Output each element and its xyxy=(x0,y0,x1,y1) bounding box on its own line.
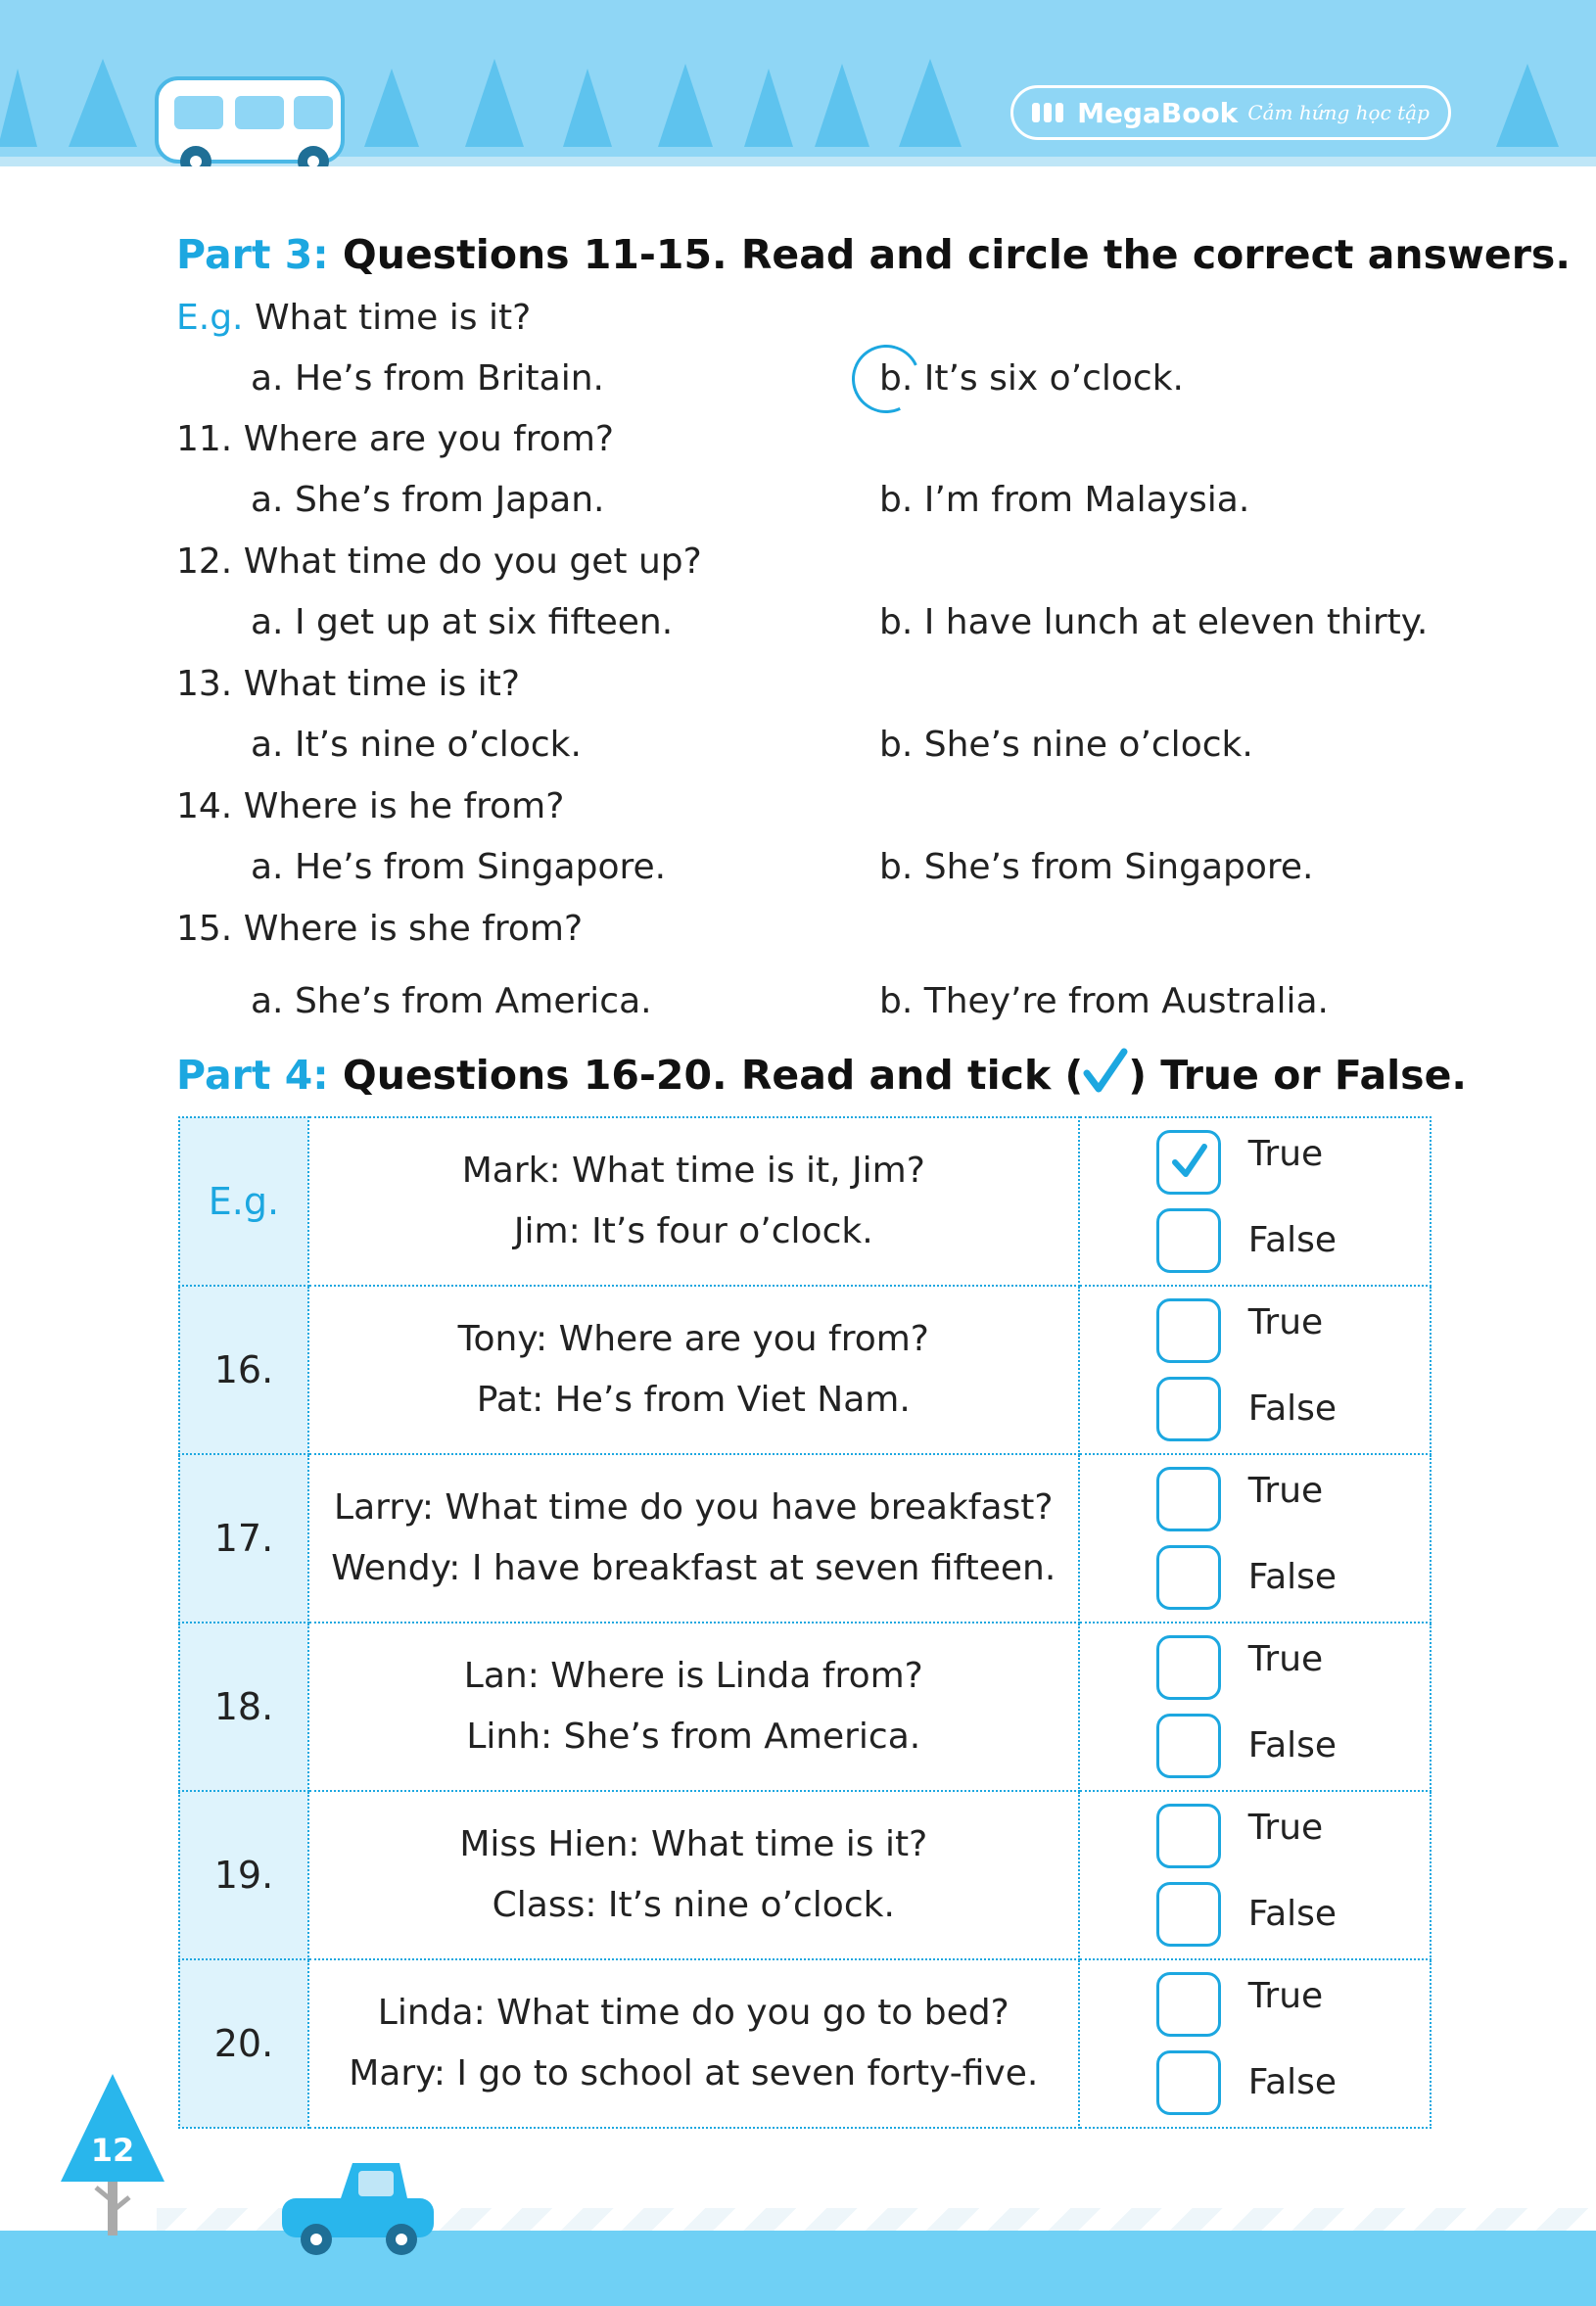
dialogue-cell xyxy=(308,1286,1079,1454)
question-row xyxy=(179,1623,1431,1791)
example-question xyxy=(176,298,531,338)
question-12: 12. What time do you get up? xyxy=(176,541,702,582)
part3-label: Part 3: xyxy=(176,231,329,278)
false-checkbox[interactable] xyxy=(1156,1208,1221,1273)
false-label: False xyxy=(1247,1557,1338,1597)
true-label: True xyxy=(1247,1134,1324,1174)
dialogue-cell xyxy=(308,1791,1079,1959)
header-illustration xyxy=(0,0,1596,166)
dialogue-cell xyxy=(308,1623,1079,1791)
question-row xyxy=(179,1286,1431,1454)
tree-icon xyxy=(563,69,612,147)
checkmark-icon xyxy=(1083,1048,1128,1105)
dialogue-line-2: Wendy: I have breakfast at seven fifteen. xyxy=(331,1548,1056,1588)
options-cell xyxy=(1079,1959,1431,2128)
question-11: 11. Where are you from? xyxy=(176,419,614,459)
brand-badge xyxy=(1010,85,1451,140)
options-cell xyxy=(1079,1286,1431,1454)
question-15-option-a[interactable]: a. She’s from America. xyxy=(251,981,652,1021)
true-checkbox[interactable] xyxy=(1156,1467,1221,1531)
part3-instruction: Questions 11-15. Read and circle the correct answers. xyxy=(342,231,1571,278)
dialogue-cell xyxy=(308,1959,1079,2128)
row-number: E.g. xyxy=(179,1117,308,1286)
question-13: 13. What time is it? xyxy=(176,664,520,704)
example-question-text: What time is it? xyxy=(254,298,532,338)
options-cell xyxy=(1079,1623,1431,1791)
true-label: True xyxy=(1247,1808,1324,1848)
example-label: E.g. xyxy=(176,298,244,338)
tree-icon xyxy=(364,69,419,147)
tree-icon xyxy=(465,59,524,147)
car-icon xyxy=(272,2149,444,2257)
part3-title xyxy=(176,231,1571,278)
row-number: 19. xyxy=(179,1791,308,1959)
bus-icon xyxy=(157,78,343,166)
brand-name: MegaBook xyxy=(1077,96,1239,129)
false-checkbox[interactable] xyxy=(1156,1882,1221,1947)
true-label: True xyxy=(1247,1471,1324,1511)
dialogue-line-2: Pat: He’s from Viet Nam. xyxy=(476,1380,911,1420)
part4-instruction-start: Questions 16-20. Read and tick ( xyxy=(342,1052,1084,1099)
question-14-option-b[interactable]: b. She’s from Singapore. xyxy=(879,847,1314,887)
false-label: False xyxy=(1247,1725,1338,1765)
true-label: True xyxy=(1247,1976,1324,2016)
question-12-option-a[interactable]: a. I get up at six fifteen. xyxy=(251,602,674,642)
false-label: False xyxy=(1247,1894,1338,1934)
options-cell xyxy=(1079,1117,1431,1286)
tree-icon xyxy=(69,59,137,147)
row-number: 20. xyxy=(179,1959,308,2128)
footer-band xyxy=(0,2231,1596,2306)
true-false-table xyxy=(178,1116,1432,2129)
tree-icon xyxy=(658,64,713,147)
dialogue-cell xyxy=(308,1117,1079,1286)
question-12-option-b[interactable]: b. I have lunch at eleven thirty. xyxy=(879,602,1429,642)
false-checkbox[interactable] xyxy=(1156,2050,1221,2115)
question-15: 15. Where is she from? xyxy=(176,909,584,949)
true-checkbox[interactable] xyxy=(1156,1298,1221,1363)
dialogue-line-1: Mark: What time is it, Jim? xyxy=(461,1151,925,1191)
question-11-option-a[interactable]: a. She’s from Japan. xyxy=(251,480,605,520)
dialogue-line-1: Linda: What time do you go to bed? xyxy=(377,1993,1009,2033)
question-11-option-b[interactable]: b. I’m from Malaysia. xyxy=(879,480,1250,520)
dialogue-line-2: Linh: She’s from America. xyxy=(466,1717,921,1757)
dialogue-cell xyxy=(308,1454,1079,1623)
dialogue-line-2: Mary: I go to school at seven forty-five. xyxy=(349,2053,1039,2094)
tree-icon xyxy=(815,64,869,147)
question-13-option-b[interactable]: b. She’s nine o’clock. xyxy=(879,725,1253,765)
true-label: True xyxy=(1247,1639,1324,1679)
dialogue-line-2: Jim: It’s four o’clock. xyxy=(513,1211,873,1251)
dialogue-line-1: Tony: Where are you from? xyxy=(457,1319,929,1359)
example-option-b: b. It’s six o’clock. xyxy=(879,358,1184,399)
tree-icon xyxy=(899,59,962,147)
question-14: 14. Where is he from? xyxy=(176,786,565,826)
question-row xyxy=(179,1959,1431,2128)
options-cell xyxy=(1079,1791,1431,1959)
checkmark-icon xyxy=(1159,1133,1218,1192)
true-label: True xyxy=(1247,1302,1324,1342)
options-cell xyxy=(1079,1454,1431,1623)
false-checkbox[interactable] xyxy=(1156,1545,1221,1610)
true-checkbox[interactable] xyxy=(1156,1804,1221,1868)
false-label: False xyxy=(1247,2062,1338,2102)
page-number: 12 xyxy=(90,2132,135,2169)
true-checkbox[interactable] xyxy=(1156,1130,1221,1195)
tree-icon xyxy=(1496,64,1559,147)
question-13-option-a[interactable]: a. It’s nine o’clock. xyxy=(251,725,582,765)
dialogue-line-1: Lan: Where is Linda from? xyxy=(463,1656,923,1696)
part4-label: Part 4: xyxy=(176,1052,329,1099)
false-checkbox[interactable] xyxy=(1156,1377,1221,1441)
false-label: False xyxy=(1247,1220,1338,1260)
row-number: 18. xyxy=(179,1623,308,1791)
megabook-logo-icon xyxy=(1032,101,1067,124)
tree-icon xyxy=(744,69,793,147)
question-row xyxy=(179,1454,1431,1623)
example-row xyxy=(179,1117,1431,1286)
question-14-option-a[interactable]: a. He’s from Singapore. xyxy=(251,847,667,887)
brand-tagline: Cảm hứng học tập xyxy=(1247,101,1430,124)
example-option-a: a. He’s from Britain. xyxy=(251,358,604,399)
question-row xyxy=(179,1791,1431,1959)
false-checkbox[interactable] xyxy=(1156,1714,1221,1778)
false-label: False xyxy=(1247,1388,1338,1429)
tree-icon xyxy=(0,69,37,147)
dialogue-line-2: Class: It’s nine o’clock. xyxy=(492,1885,895,1925)
dialogue-line-1: Larry: What time do you have breakfast? xyxy=(334,1487,1054,1528)
row-number: 16. xyxy=(179,1286,308,1454)
part4-instruction-end: ) True or False. xyxy=(1128,1052,1467,1099)
true-checkbox[interactable] xyxy=(1156,1635,1221,1700)
row-number: 17. xyxy=(179,1454,308,1623)
true-checkbox[interactable] xyxy=(1156,1972,1221,2037)
dialogue-line-1: Miss Hien: What time is it? xyxy=(459,1824,928,1864)
question-15-option-b[interactable]: b. They’re from Australia. xyxy=(879,981,1329,1021)
part4-title xyxy=(176,1048,1467,1105)
